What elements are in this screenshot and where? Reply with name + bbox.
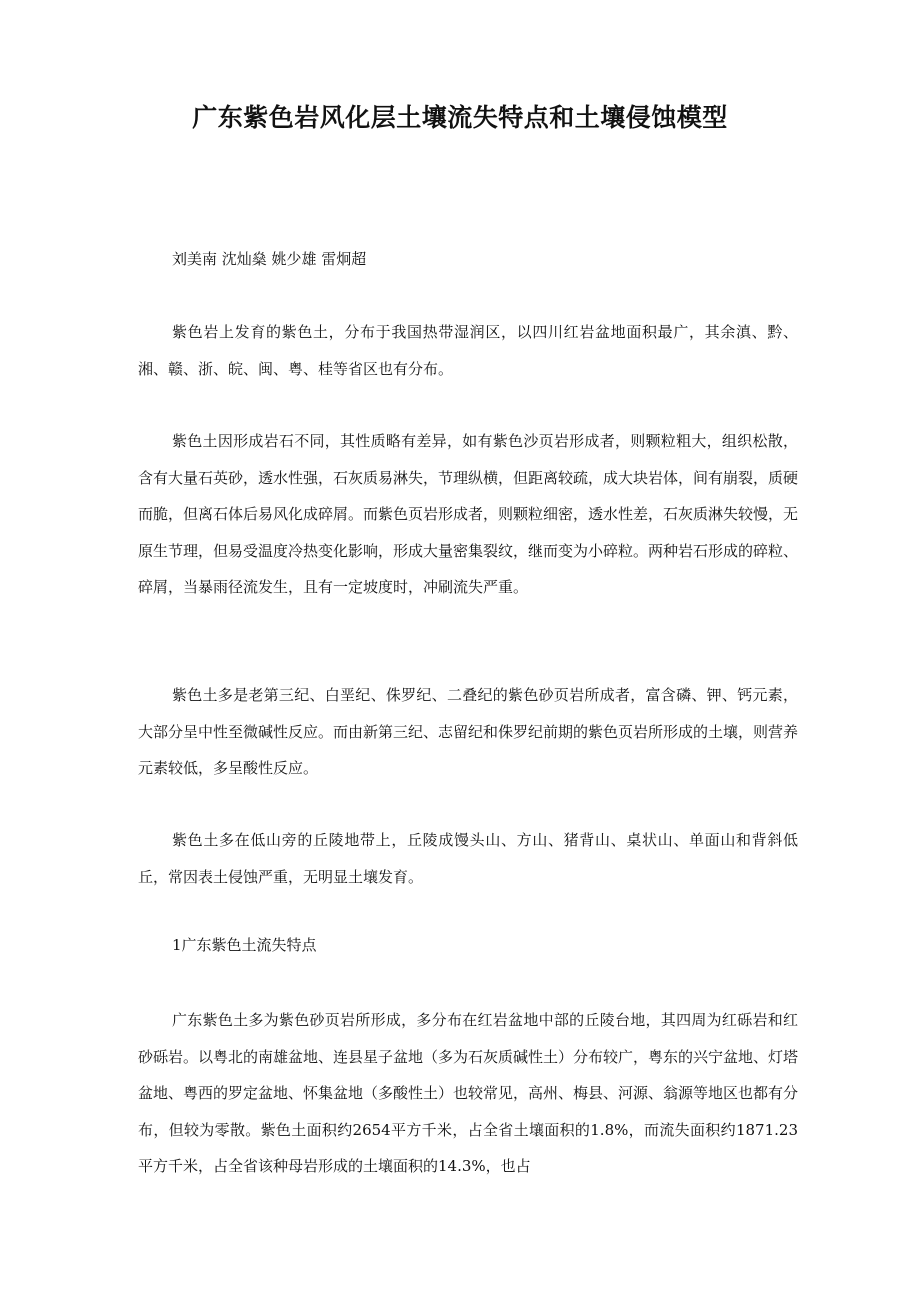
section-heading: 1广东紫色土流失特点	[172, 936, 317, 954]
document-title: 广东紫色岩风化层土壤流失特点和土壤侵蚀模型	[192, 103, 728, 132]
paragraph-guangdong-erosion: 广东紫色土多为紫色砂页岩所形成，多分布在红岩盆地中部的丘陵台地，其四周为红砾岩和红砂砾岩。以粤北的南雄盆地、连县星子盆地（多为石灰质碱性土）分布较广，粤东的兴宁盆地、灯塔盆地、粤西的罗定盆地、怀集盆地（多酸性土）也较常见，高州、梅县、河源、翁源等地区也都有分布，但较为零散。紫色土面积约2654平方千米，占全省土壤面积的1.8%，而流失面积约1871.23平方千米，占全省该种母岩形成的土壤面积的14.3%，也占	[138, 1011, 799, 1175]
paragraph-landforms: 紫色土多在低山旁的丘陵地带上，丘陵成馒头山、方山、猪背山、桌状山、单面山和背斜低丘，常因表土侵蚀严重，无明显土壤发育。	[138, 831, 798, 886]
paragraph-distribution: 紫色岩上发育的紫色土，分布于我国热带湿润区，以四川红岩盆地面积最广，其余滇、黔、湘、赣、浙、皖、闽、粤、桂等省区也有分布。	[138, 323, 798, 378]
paragraph-geologic-age: 紫色土多是老第三纪、白垩纪、侏罗纪、二叠纪的紫色砂页岩所成者，富含磷、钾、钙元素，大部分呈中性至微碱性反应。而由新第三纪、志留纪和侏罗纪前期的紫色页岩所形成的土壤，则营养元素较低，多呈酸性反应。	[138, 686, 799, 777]
author-list: 刘美南 沈灿燊 姚少雄 雷炯超	[172, 250, 367, 268]
paragraph-rock-properties: 紫色土因形成岩石不同，其性质略有差异，如有紫色沙页岩形成者，则颗粒粗大，组织松散，含有大量石英砂，透水性强，石灰质易淋失，节理纵横，但距离较疏，成大块岩体，间有崩裂，质硬而脆，但离石体后易风化成碎屑。而紫色页岩形成者，则颗粒细密，透水性差，石灰质淋失较慢，无原生节理，但易受温度冷热变化影响，形成大量密集裂纹，继而变为小碎粒。两种岩石形成的碎粒、碎屑，当暴雨径流发生，且有一定坡度时，冲刷流失严重。	[138, 432, 799, 596]
